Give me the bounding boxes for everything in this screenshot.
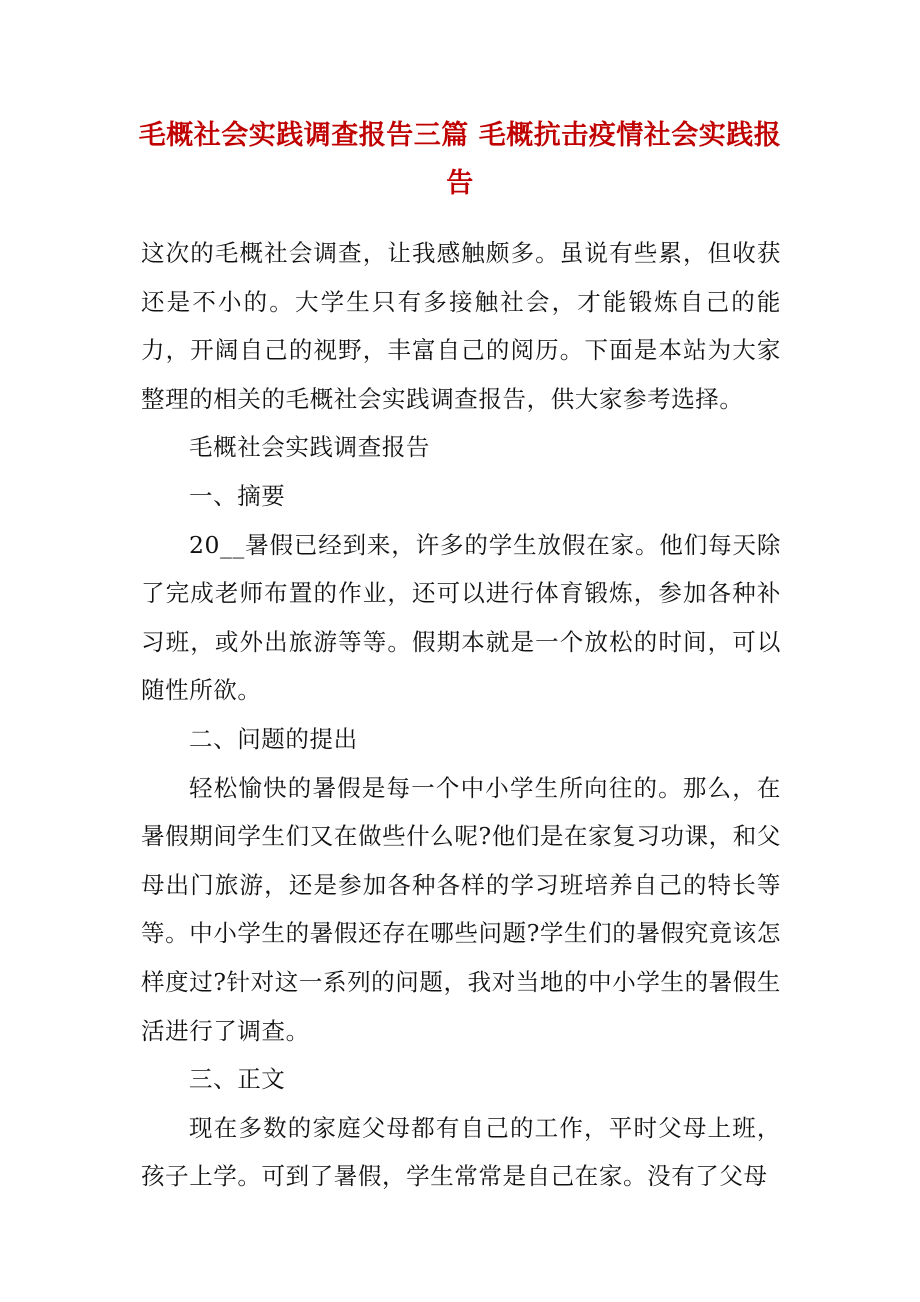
section-heading-problem: 二、问题的提出 (189, 724, 358, 753)
document-title: 毛概社会实践调查报告三篇 毛概抗击疫情社会实践报告 (138, 120, 782, 199)
section-heading-main-text: 三、正文 (189, 1065, 286, 1094)
document-body (141, 229, 781, 1201)
section-heading-abstract: 一、摘要 (189, 481, 286, 510)
problem-paragraph: 轻松愉快的暑假是每一个中小学生所向往的。那么，在暑假期间学生们又在做些什么呢?他们是在家复习功课，和父母出门旅游，还是参加各种各样的学习班培养自己的特长等等。中小学生的暑假还存在哪些问题?学生们的暑假究竟该怎样度过?针对这一系列的问题，我对当地的中小学生的暑假生活进行了调查。 (141, 773, 781, 1045)
report-subtitle: 毛概社会实践调查报告 (189, 433, 430, 462)
main-text-paragraph: 现在多数的家庭父母都有自己的工作，平时父母上班，孩子上学。可到了暑假，学生常常是自己在家。没有了父母 (141, 1113, 781, 1191)
abstract-paragraph: 20__暑假已经到来，许多的学生放假在家。他们每天除了完成老师布置的作业，还可以进行体育锻炼，参加各种补习班，或外出旅游等等。假期本就是一个放松的时间，可以随性所欲。 (141, 530, 781, 705)
intro-paragraph: 这次的毛概社会调查，让我感触颇多。虽说有些累，但收获还是不小的。大学生只有多接触社会，才能锻炼自己的能力，开阔自己的视野，丰富自己的阅历。下面是本站为大家整理的相关的毛概社会实践调查报告，供大家参考选择。 (141, 239, 781, 413)
